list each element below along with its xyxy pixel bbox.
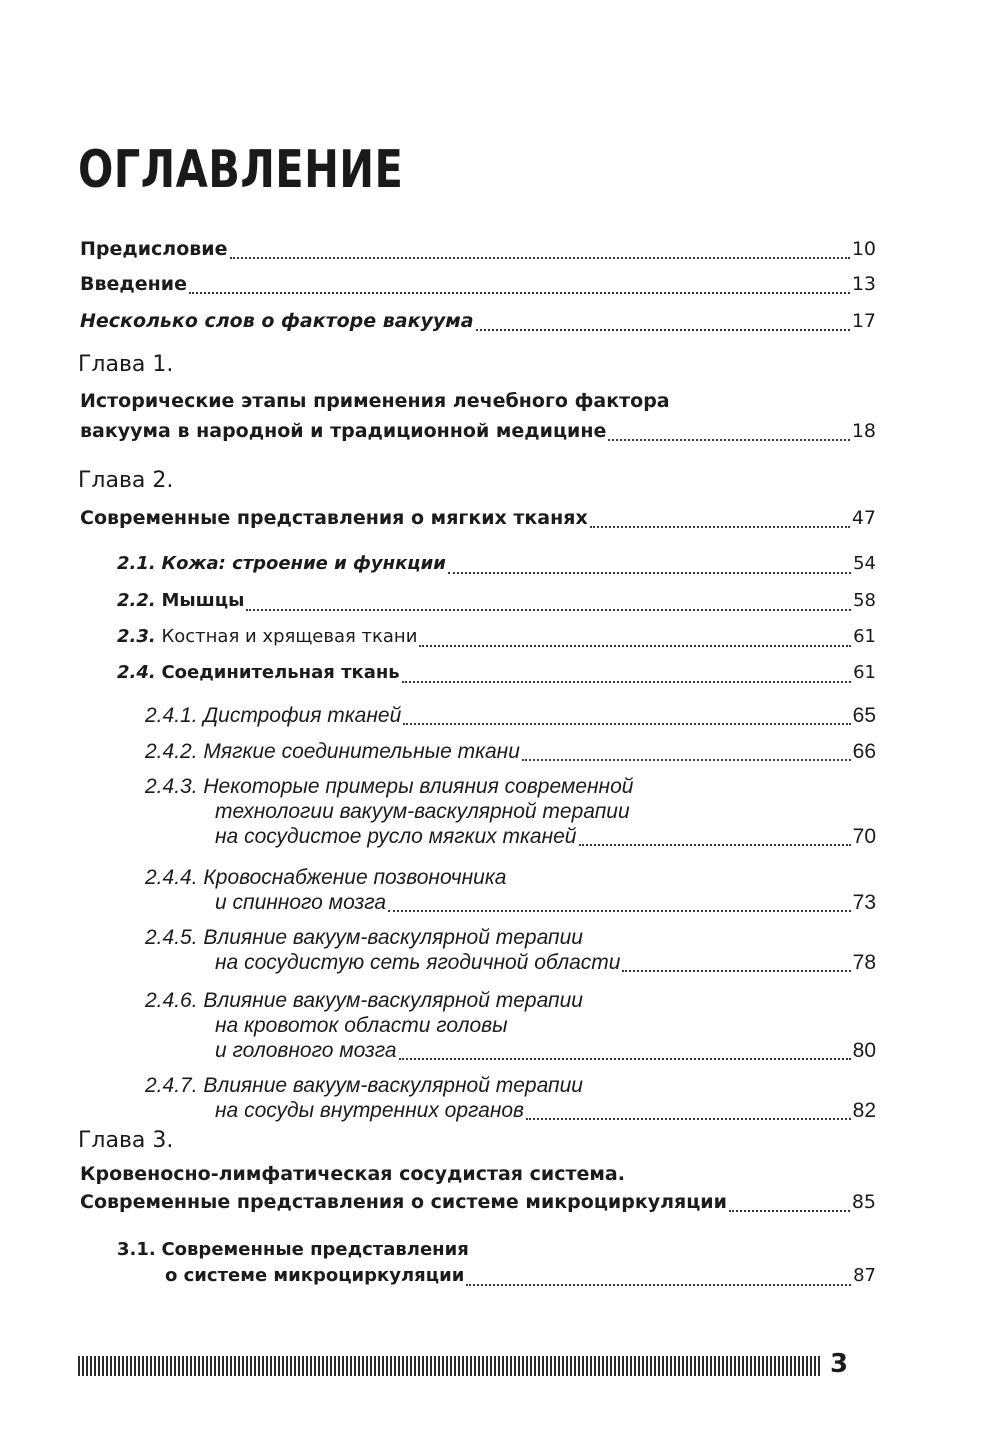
toc-entry-2-3[interactable]: [117, 626, 876, 652]
toc-entry-label: Несколько слов о факторе вакуума: [80, 310, 474, 332]
leader-dots: [590, 525, 850, 528]
chapter-1-heading: Глава 1.: [78, 352, 174, 377]
toc-entry-label: и спинного мозга: [215, 891, 387, 914]
toc-page-number: 47: [851, 507, 876, 529]
toc-entry-label: вакуума в народной и традиционной медицине: [80, 420, 607, 442]
section-number: 3.1.: [117, 1239, 156, 1260]
chapter-3-title-line1: Кровеносно-лимфатическая сосудистая система.: [80, 1163, 625, 1185]
toc-entry-2-4-4[interactable]: [215, 891, 876, 917]
chapter-3-heading: Глава 3.: [78, 1128, 174, 1153]
toc-entry-2-4-7[interactable]: [215, 1099, 876, 1125]
toc-page-number: 70: [852, 825, 876, 848]
toc-entry-2-4-2[interactable]: [145, 740, 876, 766]
toc-entry-label: Костная и хрящевая ткани: [161, 626, 418, 647]
toc-entry-chapter-2[interactable]: [80, 507, 876, 533]
toc-entry-2-2[interactable]: [117, 590, 876, 616]
section-2-4-7-line1: 2.4.7. Влияние вакуум-васкулярной терапии: [145, 1074, 583, 1097]
leader-dots: [622, 969, 850, 972]
toc-page-number: 82: [852, 1099, 876, 1122]
toc-page-number: 18: [851, 420, 876, 442]
footer-decorative-rule: [78, 1356, 820, 1376]
toc-entry-label: Введение: [80, 273, 187, 295]
leader-dots: [388, 909, 851, 912]
toc-entry-label: Современные представления о мягких тканях: [80, 507, 588, 529]
toc-page-number: 66: [852, 740, 876, 763]
section-number: 2.4.5.: [145, 926, 198, 949]
section-number: 2.4.3.: [145, 775, 198, 798]
toc-page-number: 61: [853, 626, 876, 647]
section-2-4-4-line1: 2.4.4. Кровоснабжение позвоночника: [145, 866, 507, 889]
toc-entry-vacuum-factor[interactable]: [80, 310, 876, 336]
leader-dots: [476, 328, 850, 331]
chapter-1-title-line1: Исторические этапы применения лечебного фактора: [80, 390, 670, 412]
section-number: 2.4.6.: [145, 989, 198, 1012]
toc-entry-2-4-5[interactable]: [215, 951, 876, 977]
leader-dots: [522, 758, 851, 761]
toc-page-number: 78: [852, 951, 876, 974]
section-number: 2.3.: [117, 626, 156, 647]
toc-page-number: 58: [853, 590, 876, 611]
toc-entry-3-1[interactable]: [165, 1265, 876, 1291]
toc-entry-2-4-1[interactable]: [145, 704, 876, 730]
leader-dots: [419, 644, 851, 647]
toc-entry-label: Современные представления о системе микроциркуляции: [80, 1191, 727, 1213]
toc-entry-2-4-6[interactable]: [215, 1039, 876, 1065]
toc-page-number: 61: [853, 662, 876, 683]
toc-entry-label: и головного мозга: [215, 1039, 397, 1062]
toc-entry-label: на сосуды внутренних органов: [215, 1099, 525, 1122]
section-number: 2.4.7.: [145, 1074, 198, 1097]
toc-entry-2-4-3[interactable]: [215, 825, 876, 851]
section-2-4-6-line1: 2.4.6. Влияние вакуум-васкулярной терапии: [145, 989, 583, 1012]
section-2-4-5-line1: 2.4.5. Влияние вакуум-васкулярной терапии: [145, 926, 583, 949]
section-2-4-6-line2: на кровоток области головы: [215, 1014, 508, 1037]
toc-entry-2-4[interactable]: [117, 662, 876, 688]
leader-dots: [579, 843, 851, 846]
toc-page-number: 80: [852, 1039, 876, 1062]
toc-entry-label: Дистрофия тканей: [203, 704, 402, 727]
chapter-2-heading: Глава 2.: [78, 468, 174, 493]
toc-entry-label: Соединительная ткань: [161, 662, 400, 683]
page-number: 3: [830, 1349, 849, 1379]
toc-page-number: 73: [852, 891, 876, 914]
toc-entry-label: на сосудистую сеть ягодичной области: [215, 951, 621, 974]
leader-dots: [246, 608, 851, 611]
toc-entry-label: Мышцы: [161, 590, 245, 611]
toc-entry-label: Кожа: строение и функции: [161, 553, 446, 574]
section-number: 2.4.2.: [145, 740, 198, 763]
section-2-4-3-line1: 2.4.3. Некоторые примеры влияния современной: [145, 775, 634, 798]
leader-dots: [402, 680, 851, 683]
leader-dots: [526, 1117, 851, 1120]
section-number: 2.4.: [117, 662, 156, 683]
toc-page-number: 17: [851, 310, 876, 332]
toc-entry-preface[interactable]: [80, 238, 876, 264]
leader-dots: [448, 571, 851, 574]
toc-entry-label: на сосудистое русло мягких тканей: [215, 825, 577, 848]
leader-dots: [403, 722, 850, 725]
leader-dots: [608, 438, 849, 441]
leader-dots: [189, 291, 850, 294]
toc-entry-introduction[interactable]: [80, 273, 876, 299]
leader-dots: [230, 256, 850, 259]
toc-entry-chapter-1[interactable]: [80, 420, 876, 446]
section-2-4-3-line2: технологии вакуум-васкулярной терапии: [215, 800, 630, 823]
toc-entry-2-1[interactable]: [117, 553, 876, 579]
toc-entry-label: Мягкие соединительные ткани: [203, 740, 520, 763]
toc-entry-label: Предисловие: [80, 238, 228, 260]
section-number: 2.2.: [117, 590, 156, 611]
section-number: 2.4.1.: [145, 704, 198, 727]
toc-entry-chapter-3[interactable]: [80, 1191, 876, 1217]
section-number: 2.4.4.: [145, 866, 198, 889]
page-title: ОГЛАВЛЕНИЕ: [78, 140, 404, 200]
section-number: 2.1.: [117, 553, 156, 574]
section-3-1-line1: 3.1. Современные представления: [117, 1239, 469, 1260]
leader-dots: [466, 1283, 851, 1286]
toc-page-number: 65: [852, 704, 876, 727]
leader-dots: [399, 1057, 851, 1060]
leader-dots: [729, 1209, 850, 1212]
toc-page-number: 10: [851, 238, 876, 260]
toc-page-number: 87: [853, 1265, 876, 1286]
toc-page-number: 13: [851, 273, 876, 295]
toc-entry-label: о системе микроциркуляции: [165, 1265, 465, 1286]
toc-page-number: 85: [851, 1191, 876, 1213]
toc-page-number: 54: [853, 553, 876, 574]
